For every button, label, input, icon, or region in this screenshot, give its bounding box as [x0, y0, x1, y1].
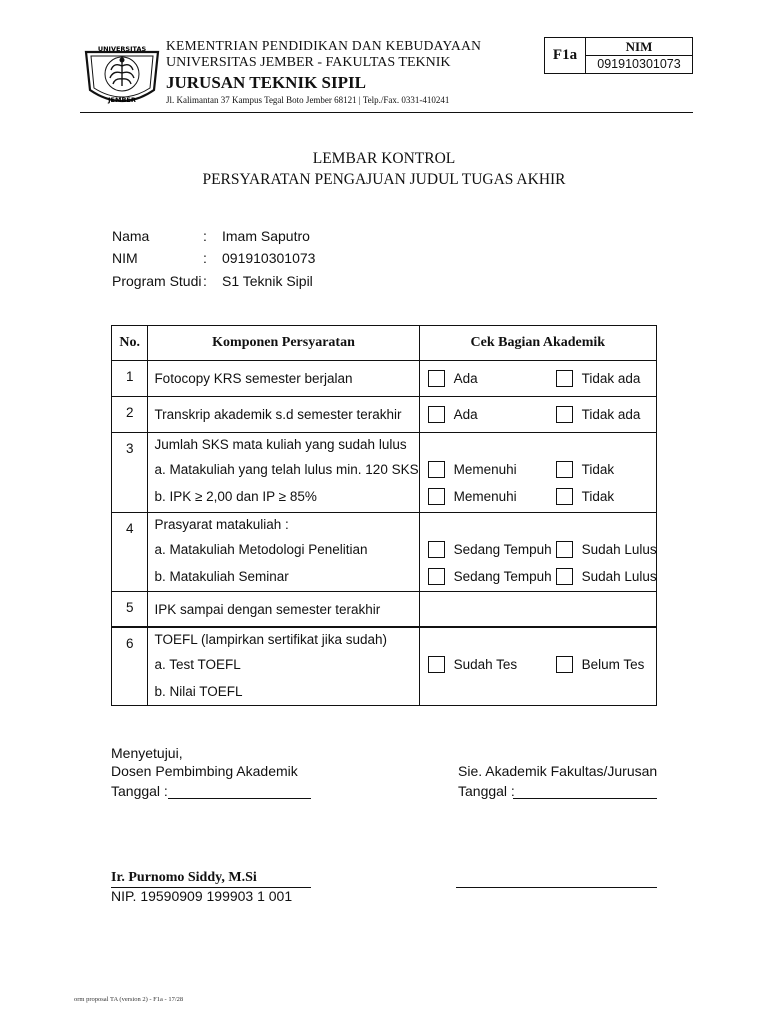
- option-label: Tidak: [581, 462, 615, 477]
- checkbox-belum-tes[interactable]: [556, 656, 573, 673]
- option-label: Tidak ada: [581, 371, 641, 386]
- table-header-row: [112, 326, 657, 361]
- signer-nip: NIP. 19590909 199903 1 001: [111, 888, 293, 904]
- option-label: Tidak ada: [581, 407, 641, 422]
- nim-label: NIM: [112, 250, 138, 266]
- row-subitem: b. Nilai TOEFL: [154, 683, 243, 699]
- left-signer-role: Dosen Pembimbing Akademik: [111, 763, 298, 779]
- document-title: LEMBAR KONTROL: [312, 150, 456, 167]
- form-nim-header: NIM: [586, 38, 692, 56]
- row-text: Prasyarat matakuliah :: [154, 517, 289, 532]
- university-logo: [80, 38, 164, 110]
- right-signature-line: [456, 887, 657, 888]
- table-row: [112, 513, 657, 592]
- right-date-field[interactable]: [513, 798, 657, 799]
- option-label: Tidak: [581, 489, 615, 504]
- checkbox-sudah-lulus[interactable]: [556, 568, 573, 585]
- program-label: Program Studi: [112, 273, 202, 289]
- row-number: 4: [112, 513, 148, 592]
- checkbox-memenuhi[interactable]: [428, 488, 445, 505]
- logo-bottom-text: JEMBER: [108, 96, 136, 104]
- program-value: S1 Teknik Sipil: [222, 273, 313, 289]
- row-number: 2: [112, 397, 148, 433]
- checkbox-sedang-tempuh[interactable]: [428, 541, 445, 558]
- row-subitem: b. Matakuliah Seminar: [154, 569, 289, 584]
- name-value: Imam Saputro: [222, 228, 310, 244]
- checkbox-tidak[interactable]: [556, 461, 573, 478]
- option-label: Sudah Lulus: [581, 542, 657, 557]
- option-label: Sedang Tempuh: [453, 569, 552, 584]
- left-date-field[interactable]: [168, 798, 311, 799]
- row-subitem: a. Matakuliah yang telah lulus min. 120 SKS: [154, 462, 419, 477]
- empty-check-cell: [419, 592, 656, 627]
- form-nim-value: 091910301073: [597, 57, 681, 71]
- checkbox-memenuhi[interactable]: [428, 461, 445, 478]
- row-text: Jumlah SKS mata kuliah yang sudah lulus: [154, 437, 407, 452]
- ministry-name: KEMENTRIAN PENDIDIKAN DAN KEBUDAYAAN: [166, 38, 482, 53]
- form-code-box: [544, 37, 693, 74]
- row-text: TOEFL (lampirkan sertifikat jika sudah): [154, 631, 388, 647]
- option-label: Memenuhi: [453, 462, 517, 477]
- option-label: Sudah Tes: [453, 656, 518, 672]
- row-number: 1: [112, 361, 148, 397]
- document-subtitle: PERSYARATAN PENGAJUAN JUDUL TUGAS AKHIR: [202, 171, 566, 188]
- right-signer-role: Sie. Akademik Fakultas/Jurusan: [458, 763, 658, 779]
- name-colon: :: [203, 228, 207, 244]
- col-header-component: Komponen Persyaratan: [148, 326, 419, 361]
- row-subitem: a. Matakuliah Metodologi Penelitian: [154, 542, 368, 557]
- table-row: [112, 592, 657, 627]
- row-text: IPK sampai dengan semester terakhir: [154, 602, 381, 617]
- row-text: Fotocopy KRS semester berjalan: [154, 371, 353, 386]
- option-label: Memenuhi: [453, 489, 517, 504]
- requirements-table: [111, 325, 657, 706]
- right-date-label: Tanggal :: [458, 783, 515, 799]
- table-row: [112, 433, 657, 513]
- table-row: [112, 627, 657, 706]
- col-header-check: Cek Bagian Akademik: [419, 326, 656, 361]
- form-code: F1a: [545, 38, 586, 73]
- option-label: Belum Tes: [581, 656, 645, 672]
- nim-value: 091910301073: [222, 250, 316, 266]
- option-label: Ada: [453, 371, 478, 386]
- option-label: Sudah Lulus: [581, 569, 657, 584]
- checkbox-tidak-ada[interactable]: [556, 370, 573, 387]
- option-label: Sedang Tempuh: [453, 542, 552, 557]
- logo-top-text: UNIVERSITAS: [97, 45, 147, 53]
- row-number: 5: [112, 592, 148, 627]
- approval-label: Menyetujui,: [111, 745, 183, 761]
- left-date-label: Tanggal :: [111, 783, 168, 799]
- checkbox-tidak-ada[interactable]: [556, 406, 573, 423]
- table-row: [112, 361, 657, 397]
- department-name: JURUSAN TEKNIK SIPIL: [166, 73, 366, 92]
- row-number: 3: [112, 433, 148, 513]
- row-subitem: b. IPK ≥ 2,00 dan IP ≥ 85%: [154, 489, 317, 504]
- checkbox-tidak[interactable]: [556, 488, 573, 505]
- checkbox-ada[interactable]: [428, 370, 445, 387]
- option-label: Ada: [453, 407, 478, 422]
- checkbox-sudah-lulus[interactable]: [556, 541, 573, 558]
- nim-colon: :: [203, 250, 207, 266]
- footer-note: orm proposal TA (version 2) - F1a - 17/28: [74, 996, 184, 1003]
- university-name: UNIVERSITAS JEMBER - FAKULTAS TEKNIK: [166, 55, 451, 70]
- col-header-no: No.: [112, 326, 148, 361]
- row-subitem: a. Test TOEFL: [154, 656, 241, 672]
- row-text: Transkrip akademik s.d semester terakhir: [154, 407, 402, 422]
- program-colon: :: [203, 273, 207, 289]
- name-label: Nama: [112, 228, 150, 244]
- address: Jl. Kalimantan 37 Kampus Tegal Boto Jember 68121 | Telp./Fax. 0331-410241: [166, 95, 450, 105]
- table-row: [112, 397, 657, 433]
- header-divider: [80, 112, 693, 113]
- checkbox-ada[interactable]: [428, 406, 445, 423]
- signer-name: Ir. Purnomo Siddy, M.Si: [111, 870, 257, 885]
- checkbox-sudah-tes[interactable]: [428, 656, 445, 673]
- checkbox-sedang-tempuh[interactable]: [428, 568, 445, 585]
- row-number: 6: [112, 627, 148, 706]
